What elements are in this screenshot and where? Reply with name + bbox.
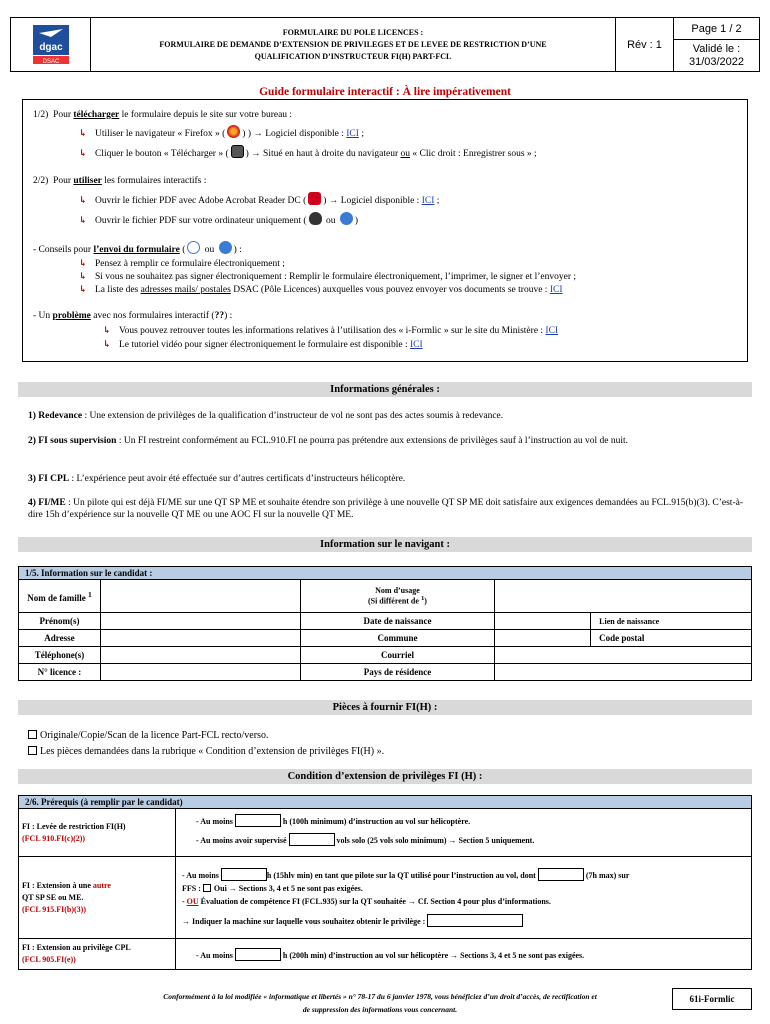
r2-ffs-input[interactable] bbox=[538, 868, 584, 881]
date-naissance-label: Date de naissance bbox=[300, 613, 495, 630]
r2-content: - Au moins h (15hlv min) en tant que pilote sur la QT utilisé pour l’instruction au vol, dont (7h max) sur FFS : Oui → Sections 3, 4 et 5 ne sont pas exigées. - OU Évaluation de compétence FI (FCL.935) sur la QT souhaitée → Cf. Section 4 pour plus d’informations. → Indiquer la machine sur laquelle vous souhaitez obtenir le privilège : bbox=[176, 857, 752, 939]
arrow-icon: ↳ bbox=[79, 129, 87, 139]
telephone-field[interactable] bbox=[100, 647, 300, 664]
form-header bbox=[10, 17, 760, 72]
header-title-line3: QUALIFICATION D’INSTRUCTEUR FI(H) PART-FCL bbox=[254, 51, 452, 61]
footer-legal: Conformément à la loi modifiée « informatique et libertés » n° 78-17 du 6 janvier 1978, vous bénéficiez d’un droit d’accès, de rectification et de suppression des informations vous concernant. bbox=[163, 992, 597, 1014]
at-icon bbox=[187, 241, 200, 254]
validity bbox=[674, 40, 759, 71]
checkbox[interactable] bbox=[28, 730, 37, 739]
date-naissance-field[interactable] bbox=[495, 613, 591, 630]
nom-usage-label: Nom d’usage (Si différent de $^1$) bbox=[300, 580, 495, 613]
courriel-field[interactable] bbox=[495, 647, 752, 664]
page-info bbox=[674, 18, 759, 71]
pieces-item-licence: Originale/Copie/Scan de la licence Part-FCL recto/verso. bbox=[28, 728, 384, 744]
header-title-line1: FORMULAIRE DU POLE LICENCES : bbox=[282, 27, 424, 37]
r1-content: - Au moins h (100h minimum) d’instruction au vol sur hélicoptère. - Au moins avoir supervisé vols solo (25 vols solo minimum) → Section 5 uniquement. bbox=[176, 809, 752, 857]
arrow-icon: ↳ bbox=[79, 272, 87, 282]
addresses-link[interactable]: ICI bbox=[549, 285, 563, 295]
guide-problem-1: ↳ Vous pouvez retrouver toutes les informations relatives à l’utilisation des « i-Formlic » sur le site du Ministère : ICI bbox=[103, 326, 559, 336]
firefox-icon bbox=[227, 125, 240, 138]
guide-computer: ↳ Ouvrir le fichier PDF sur votre ordinateur uniquement ( ou ) bbox=[33, 212, 737, 229]
r1-label: FI : Levée de restriction FI(H) (FCL 910.FI(c)(2)) bbox=[19, 809, 176, 857]
prenoms-field[interactable] bbox=[100, 613, 300, 630]
arrow-icon: ↳ bbox=[103, 340, 111, 350]
ministry-link[interactable]: ICI bbox=[545, 326, 559, 336]
tutorial-link[interactable]: ICI bbox=[409, 340, 423, 350]
candidate-table-title: 1/5. Information sur le candidat : bbox=[19, 567, 752, 580]
licence-label: N° licence : bbox=[19, 664, 101, 681]
download-icon bbox=[231, 145, 244, 158]
pays-field[interactable] bbox=[495, 664, 752, 681]
valid-label: Validé le : bbox=[692, 42, 741, 55]
valid-date: 31/03/2022 bbox=[688, 55, 745, 68]
navigant-title: Information sur le navigant : bbox=[18, 537, 752, 552]
guide-problem-2: ↳ Le tutoriel vidéo pour signer électroniquement le formulaire est disponible : ICI bbox=[103, 340, 423, 350]
arrow-icon: ↳ bbox=[79, 149, 87, 159]
prerequis-table-title: 2/6. Prérequis (à remplir par le candidat) bbox=[19, 796, 752, 809]
commune-field[interactable] bbox=[495, 630, 591, 647]
arrow-icon: ↳ bbox=[103, 326, 111, 336]
nom-usage-field[interactable] bbox=[495, 580, 752, 613]
guide-download-heading: 1/2) Pour télécharger le formulaire depuis le site sur votre bureau : bbox=[33, 110, 293, 120]
page-number: Page 1 / 2 bbox=[674, 18, 759, 40]
header-title-line2: FORMULAIRE DE DEMANDE D’EXTENSION DE PRIVILEGES ET DE LEVEE DE RESTRICTION D’UNE bbox=[159, 39, 547, 49]
checkbox[interactable] bbox=[28, 746, 37, 755]
general-p4: 4) FI/ME : Un pilote qui est déjà FI/ME sur une QT SP ME et souhaite étendre son privilège à une nouvelle QT SP ME doit satisfaire aux exigences demandées au FCL.915(b)(3). C’est-à-dire 15h d’expérience sur la nouvelle QT ME ou une AOC FI sur la nouvelle QT ME. bbox=[28, 498, 743, 520]
windows-icon bbox=[340, 212, 353, 225]
revision: Rév : 1 bbox=[616, 18, 674, 71]
r2-label: FI : Extension à une autre QT SP SE ou ME. (FCL 915.FI(b)(3)) bbox=[19, 857, 176, 939]
firefox-link[interactable]: ICI bbox=[346, 129, 359, 139]
r2-machine-input[interactable] bbox=[427, 914, 523, 927]
general-info-title: Informations générales : bbox=[18, 382, 752, 397]
guide-send-3: ↳ La liste des adresses mails/ postales DSAC (Pôle Licences) auxquelles vous pouvez envoyer vos documents se trouve : ICI bbox=[79, 285, 563, 295]
arrow-icon: ↳ bbox=[79, 285, 87, 295]
r1-hours-input[interactable] bbox=[235, 814, 281, 827]
lieu-naissance-label: Lien de naissance bbox=[591, 613, 752, 630]
pieces-list bbox=[28, 728, 384, 760]
condition-title: Condition d’extension de privilèges FI (H) : bbox=[18, 769, 752, 784]
r1-solo-input[interactable] bbox=[289, 833, 335, 846]
arrow-icon: ↳ bbox=[79, 216, 87, 226]
svg-text:dgac: dgac bbox=[38, 41, 63, 53]
pays-label: Pays de résidence bbox=[300, 664, 495, 681]
header-title bbox=[91, 18, 616, 71]
question-icon: ?? bbox=[214, 311, 225, 321]
code-postal-label: Code postal bbox=[591, 630, 752, 647]
licence-field[interactable] bbox=[100, 664, 300, 681]
guide-box bbox=[22, 99, 748, 362]
adresse-field[interactable] bbox=[100, 630, 300, 647]
acrobat-link[interactable]: ICI bbox=[421, 196, 435, 206]
arrow-icon: ↳ bbox=[79, 259, 87, 269]
guide-send-heading: - Conseils pour l’envoi du formulaire ( ou ) : bbox=[33, 241, 737, 258]
pieces-item-rubrique: Les pièces demandées dans la rubrique « Condition d’extension de privilèges FI(H) ». bbox=[28, 744, 384, 760]
guide-problem-heading: - Un problème avec nos formulaires interactif (??) : bbox=[33, 311, 233, 321]
ffs-checkbox[interactable] bbox=[203, 884, 211, 892]
r3-label: FI : Extension au privilège CPL (FCL 905.FI(e)) bbox=[19, 939, 176, 970]
general-p1: 1) Redevance : Une extension de privilèges de la qualification d’instructeur de vol ne sont pas des actes soumis à redevance. bbox=[28, 411, 504, 421]
commune-label: Commune bbox=[300, 630, 495, 647]
candidate-table bbox=[18, 566, 752, 681]
dgac-logo bbox=[11, 18, 91, 71]
guide-send-2: ↳ Si vous ne souhaitez pas signer électroniquement : Remplir le formulaire électroniquement, l’imprimer, le signer et l’envoyer ; bbox=[79, 272, 577, 282]
courriel-label: Courriel bbox=[300, 647, 495, 664]
r3-hours-input[interactable] bbox=[235, 948, 281, 961]
arrow-icon: ↳ bbox=[79, 196, 87, 206]
r2-hours-input[interactable] bbox=[221, 868, 267, 881]
nom-famille-field[interactable] bbox=[100, 580, 300, 613]
prenoms-label: Prénom(s) bbox=[19, 613, 101, 630]
guide-acrobat: ↳ Ouvrir le fichier PDF avec Adobe Acrobat Reader DC ( ) → Logiciel disponible : ICI ; bbox=[33, 192, 737, 209]
general-p3: 3) FI CPL : L’expérience peut avoir été effectuée sur d’autres certificats d’instructeurs hélicoptère. bbox=[28, 474, 406, 484]
prerequis-table bbox=[18, 795, 752, 970]
pieces-title: Pièces à fournir FI(H) : bbox=[18, 700, 752, 715]
svg-text:DSAC: DSAC bbox=[42, 58, 59, 65]
general-p2: 2) FI sous supervision : Un FI restreint conformément au FCL.910.FI ne pourra pas prétendre aux extensions de privilèges sauf à l’instruction au vol de nuit. bbox=[28, 436, 628, 446]
guide-firefox: ↳ Utiliser le navigateur « Firefox » ( ) ) → Logiciel disponible : ICI ; bbox=[33, 125, 737, 142]
telephone-label: Téléphone(s) bbox=[19, 647, 101, 664]
mail-icon bbox=[219, 241, 232, 254]
guide-use-heading: 2/2) Pour utiliser les formulaires interactifs : bbox=[33, 176, 207, 186]
form-code: 61i-Formlic bbox=[672, 988, 752, 1010]
acrobat-icon bbox=[308, 192, 321, 205]
nom-famille-label: Nom de famille $^1$ bbox=[19, 580, 101, 613]
guide-download-button: ↳ Cliquer le bouton « Télécharger » ( ) → Situé en haut à droite du navigateur ou « Clic droit : Enregistrer sous » ; bbox=[33, 145, 737, 162]
r3-content: - Au moins h (200h min) d’instruction au vol sur hélicoptère → Sections 3, 4 et 5 ne sont pas exigées. bbox=[176, 939, 752, 970]
dgac-logo-icon bbox=[29, 23, 73, 67]
guide-title: Guide formulaire interactif : À lire impérativement bbox=[259, 86, 511, 98]
apple-icon bbox=[309, 212, 322, 225]
adresse-label: Adresse bbox=[19, 630, 101, 647]
guide-send-1: ↳ Pensez à remplir ce formulaire électroniquement ; bbox=[79, 259, 285, 269]
